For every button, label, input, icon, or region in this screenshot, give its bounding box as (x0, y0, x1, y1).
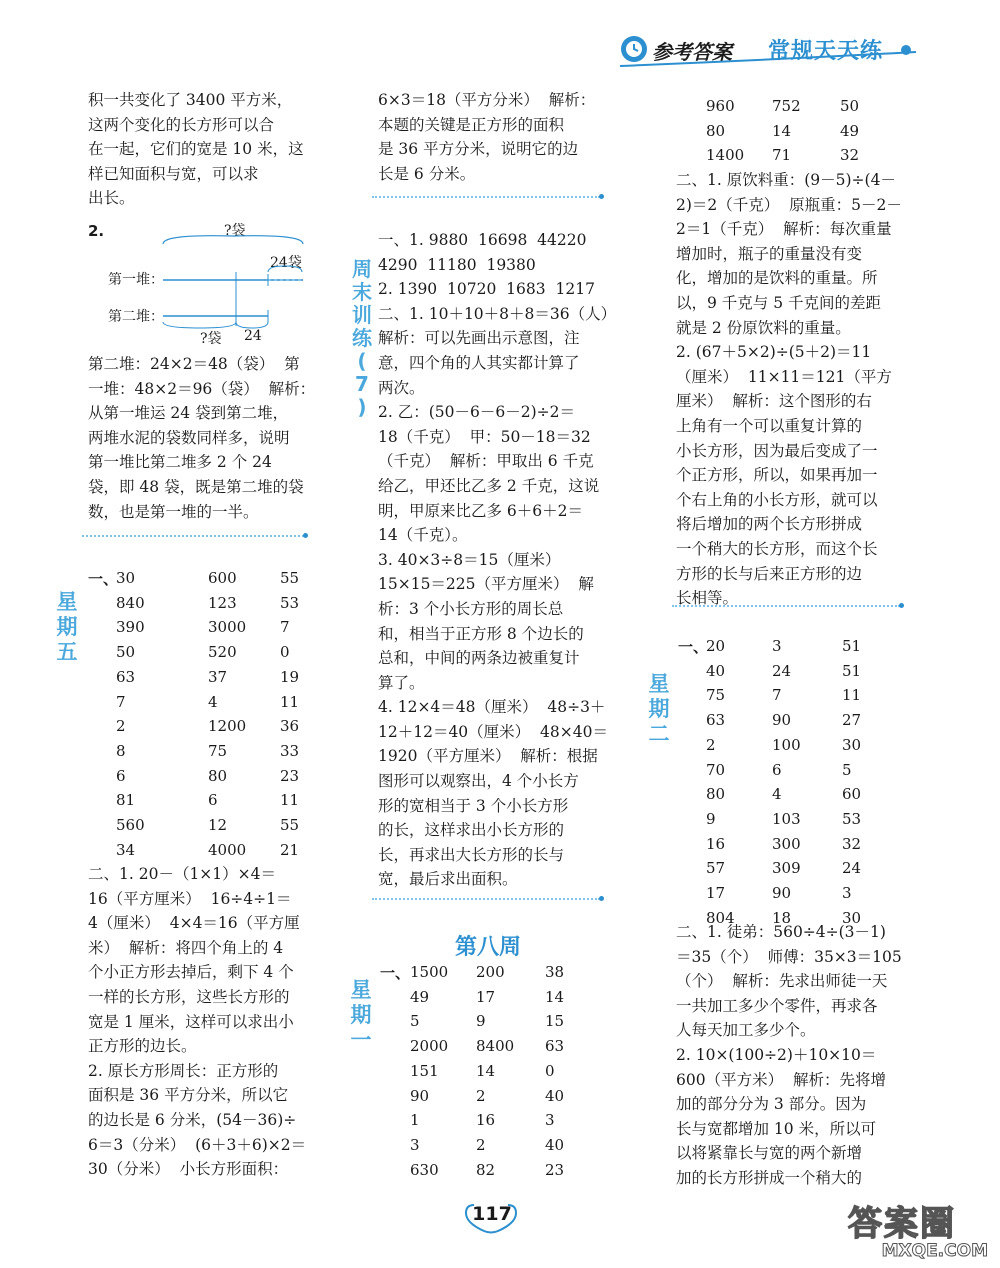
book-title: 常规天天练 (768, 39, 884, 64)
table-row: 5 9 15 (410, 1012, 565, 1031)
text-line: 第二堆：24×2＝48（袋） 第 (88, 355, 300, 373)
transfer-label: 24袋 (270, 255, 302, 271)
text-line: 两次。 (378, 378, 425, 397)
text-line: 这两个变化的长方形可以合 (88, 115, 275, 134)
text-line: 2. 10×(100÷2)＋10×10＝ (676, 1045, 877, 1064)
table-row: 17 90 3 (706, 884, 852, 903)
watermark-url: MXQE.COM (881, 1241, 988, 1261)
table-row: 2 1200 36 (116, 717, 300, 736)
column-2 (378, 88, 608, 186)
text-line: 一、1. 9880 16698 44220 (378, 231, 587, 249)
text-line: 1920（平方厘米） 解析：根据 (378, 747, 598, 766)
section-divider (372, 196, 600, 198)
text-line: 14（千克）。 (378, 526, 468, 545)
table-row: 560 12 55 (116, 816, 300, 835)
week-title: 第八周 (455, 935, 522, 960)
bag-diagram (88, 216, 318, 346)
col3-text-part2b (676, 920, 911, 1191)
text-line: 将后增加的两个长方形拼成 (676, 515, 863, 534)
text-line: 一共加工多少个零件，再求各 (676, 996, 878, 1015)
answer-table-friday (116, 566, 299, 862)
col1-text-top (88, 88, 323, 211)
table-row: 49 17 14 (410, 987, 565, 1006)
day-label-friday: 星 期 五 (56, 590, 78, 664)
table-row: 1400 71 32 (706, 146, 860, 165)
text-line: 长，再求出大长方形的长与 (378, 845, 565, 864)
table-row: 630 82 23 (410, 1160, 565, 1179)
text-line: 厘米） 解析：这个图形的右 (676, 392, 872, 411)
col2-text-weekend (378, 228, 617, 892)
section-divider (82, 535, 304, 537)
text-line: 样已知面积与宽，可以求 (88, 164, 259, 183)
text-line: 个小正方形去掉后，剩下 4 个 (88, 963, 294, 982)
text-line: 化，增加的是饮料的重量。所 (676, 269, 878, 288)
side-label-weekend: 周 末 训 练 ( 7 ) (352, 257, 372, 419)
part-label: 24 (244, 328, 262, 344)
pile1-label: 第一堆： (108, 272, 164, 288)
part-label: 一、 (678, 638, 709, 656)
text-line: 算了。 (378, 673, 425, 692)
text-line: 二、1. 10＋10＋8＋8＝36（人） (378, 304, 617, 323)
text-line: 一个稍大的长方形，而这个长 (676, 539, 878, 558)
table-row: 34 4000 21 (116, 840, 300, 859)
text-line: 2＝1（千克） 解析：每次重量 (676, 220, 892, 239)
text-line: 就是 2 份原饮料的重量。 (676, 318, 851, 337)
text-line: 析：3 个小长方形的周长总 (378, 599, 564, 618)
text-line: 6×3＝18（平方分米） 解析： (378, 91, 596, 109)
text-line: 2. 1390 10720 1683 1217 (378, 280, 595, 299)
table-row: 840 123 53 (116, 593, 300, 612)
table-row: 20 3 51 (706, 637, 862, 655)
text-line: 宽，最后求出面积。 (378, 870, 518, 889)
text-line: 6＝3（分米） (6＋3＋6)×2＝ (88, 1135, 307, 1154)
answer-table-continued (706, 94, 859, 168)
text-line: 15×15＝225（平方厘米） 解 (378, 575, 594, 594)
text-line: 本题的关键是正方形的面积 (378, 115, 565, 134)
section-divider (372, 898, 600, 900)
day-label-monday: 星 期 一 (350, 978, 372, 1052)
text-line: 的边长是 6 分米，(54－36)÷ (88, 1110, 297, 1129)
table-row: 3 2 40 (410, 1135, 565, 1154)
part-label: 一、 (88, 570, 119, 588)
text-line: 加的长方形拼成一个稍大的 (676, 1168, 863, 1187)
watermark-logo: 答案圈 (848, 1204, 956, 1244)
text-line: 米） 解析：将四个角上的 4 (88, 938, 284, 957)
table-row: 57 309 24 (706, 859, 862, 878)
table-row: 1500 200 38 (410, 963, 565, 981)
table-row: 63 37 19 (116, 667, 300, 686)
text-line: 出长。 (88, 189, 135, 208)
watermark (848, 1196, 988, 1262)
question-number: 2. (88, 222, 105, 240)
text-line: （个） 解析：先求出师徒一天 (676, 972, 888, 991)
text-line: 16（平方厘米） 16÷4÷1＝ (88, 889, 292, 908)
text-line: 和，相当于正方形 8 个边长的 (378, 624, 584, 643)
text-line: 600（平方米） 解析：先将增 (676, 1070, 886, 1089)
text-line: 一样的长方形，这些长方形的 (88, 987, 290, 1006)
text-line: 2. (67＋5×2)÷(5＋2)＝11 (676, 343, 872, 362)
answer-table-monday (410, 960, 564, 1182)
text-line: 面积是 36 平方分米，所以它 (88, 1086, 289, 1105)
text-line: 18（千克） 甲：50－18＝32 (378, 427, 591, 446)
text-line: 2. 乙：(50－6－6－2)÷2＝ (378, 403, 575, 422)
table-row: 80 14 49 (706, 121, 860, 140)
text-line: 明，甲原来比乙多 6＋6＋2＝ (378, 501, 584, 520)
text-line: 二、1. 徒弟：560÷4÷(3－1) (676, 923, 886, 941)
text-line: 4. 12×4＝48（厘米） 48÷3＋ (378, 698, 606, 717)
text-line: 人每天加工多少个。 (676, 1021, 816, 1040)
text-line: 总和，中间的两条边被重复计 (378, 649, 580, 668)
column-1 (88, 88, 323, 211)
text-line: 2)＝2（千克） 原瓶重：5－2－ (676, 195, 902, 214)
table-row: 6 80 23 (116, 766, 300, 785)
table-row: 960 752 50 (706, 97, 860, 115)
text-line: 袋，即 48 袋，既是第二堆的袋 (88, 477, 304, 496)
text-line: 在一起，它们的宽是 10 米，这 (88, 140, 304, 159)
table-row: 9 103 53 (706, 809, 862, 828)
text-line: 从第一堆运 24 袋到第二堆， (88, 404, 289, 423)
table-row: 90 2 40 (410, 1086, 565, 1105)
table-row: 151 14 0 (410, 1061, 555, 1080)
table-row: 2 100 30 (706, 735, 862, 754)
text-line: ＝35（个） 师傅：35×3＝105 (676, 947, 902, 966)
text-line: 12＋12＝40（厘米） 48×40＝ (378, 722, 608, 741)
text-line: 以将紧靠长与宽的两个新增 (676, 1144, 863, 1163)
text-line: 二、1. 20－（1×1）×4＝ (88, 865, 276, 883)
text-line: 给乙，甲还比乙多 2 千克，这说 (378, 476, 600, 495)
text-line: 积一共变化了 3400 平方米， (88, 91, 293, 109)
text-line: 个正方形，所以，如果再加一 (676, 466, 878, 485)
table-row: 63 90 27 (706, 711, 862, 730)
text-line: 加的部分分为 3 部分。因为 (676, 1095, 867, 1114)
col3-text-part2 (676, 168, 911, 611)
unknown-label: ?袋 (200, 331, 222, 347)
header-banner (618, 30, 918, 68)
text-line: 的长，这样求出小长方形的 (378, 821, 565, 840)
text-line: 长与宽都增加 10 米，所以可 (676, 1119, 877, 1138)
text-line: 一堆：48×2＝96（袋） 解析： (88, 379, 316, 398)
text-line: 宽是 1 厘米，这样可以求出小 (88, 1012, 294, 1031)
text-line: 长是 6 分米。 (378, 164, 476, 183)
col1-text-part2 (88, 862, 323, 1182)
pile2-label: 第二堆： (108, 309, 164, 325)
text-line: 意，四个角的人其实都计算了 (378, 353, 580, 372)
total-label: ?袋 (224, 223, 246, 239)
text-line: 以，9 千克与 5 千克间的差距 (676, 293, 882, 312)
table-row: 30 600 55 (116, 569, 300, 587)
text-line: 4290 11180 19380 (378, 255, 536, 274)
col1-text-answer (88, 352, 323, 524)
page-number: 117 (472, 1203, 512, 1225)
text-line: 4（厘米） 4×4＝16（平方厘 (88, 914, 300, 933)
diagram-lines (88, 216, 318, 346)
text-line: 个右上角的小长方形，就可以 (676, 490, 878, 509)
text-line: 小长方形，因为最后变成了一 (676, 441, 878, 460)
part-label: 一、 (380, 964, 411, 982)
table-row: 8 75 33 (116, 741, 300, 760)
text-line: 3. 40×3÷8＝15（厘米） (378, 550, 561, 569)
text-line: 上角有一个可以重复计算的 (676, 416, 863, 435)
text-line: 两堆水泥的袋数同样多，说明 (88, 428, 290, 447)
table-row: 80 4 60 (706, 785, 862, 804)
text-line: 30（分米） 小长方形面积： (88, 1160, 289, 1179)
day-label-tuesday: 星 期 二 (648, 672, 670, 746)
text-line: （千克） 解析：甲取出 6 千克 (378, 452, 594, 471)
text-line: 正方形的边长。 (88, 1037, 197, 1056)
table-row: 75 7 11 (706, 686, 862, 705)
answer-table-tuesday (706, 634, 861, 930)
answers-label: 参考答案 (652, 40, 732, 64)
table-row: 7 4 11 (116, 692, 300, 711)
section-divider (672, 605, 900, 607)
text-line: 方形的长与后来正方形的边 (676, 564, 863, 583)
table-row: 1 16 3 (410, 1111, 555, 1130)
text-line: 解析：可以先画出示意图，注 (378, 329, 580, 348)
text-line: 形的宽相当于 3 个小长方形 (378, 796, 569, 815)
table-row: 70 6 5 (706, 760, 852, 779)
text-line: 2. 原长方形周长：正方形的 (88, 1061, 279, 1080)
text-line: 二、1. 原饮料重：(9－5)÷(4－ (676, 171, 896, 189)
text-line: 长相等。 (676, 589, 739, 608)
table-row: 50 520 0 (116, 643, 290, 662)
text-line: 第一堆比第二堆多 2 个 24 (88, 453, 272, 472)
table-row: 40 24 51 (706, 661, 862, 680)
table-row: 81 6 11 (116, 791, 300, 810)
text-line: 数，也是第一堆的一半。 (88, 502, 259, 521)
table-row: 390 3000 7 (116, 618, 290, 637)
text-line: 是 36 平方分米，说明它的边 (378, 140, 579, 159)
text-line: 增加时，瓶子的重量没有变 (676, 244, 863, 263)
dot-icon (901, 45, 911, 55)
table-row: 2000 8400 63 (410, 1037, 565, 1056)
text-line: 图形可以观察出，4 个小长方 (378, 772, 579, 791)
text-line: （厘米） 11×11＝121（平方 (676, 367, 892, 386)
table-row: 804 18 30 (706, 908, 862, 927)
table-row: 16 300 32 (706, 834, 862, 853)
